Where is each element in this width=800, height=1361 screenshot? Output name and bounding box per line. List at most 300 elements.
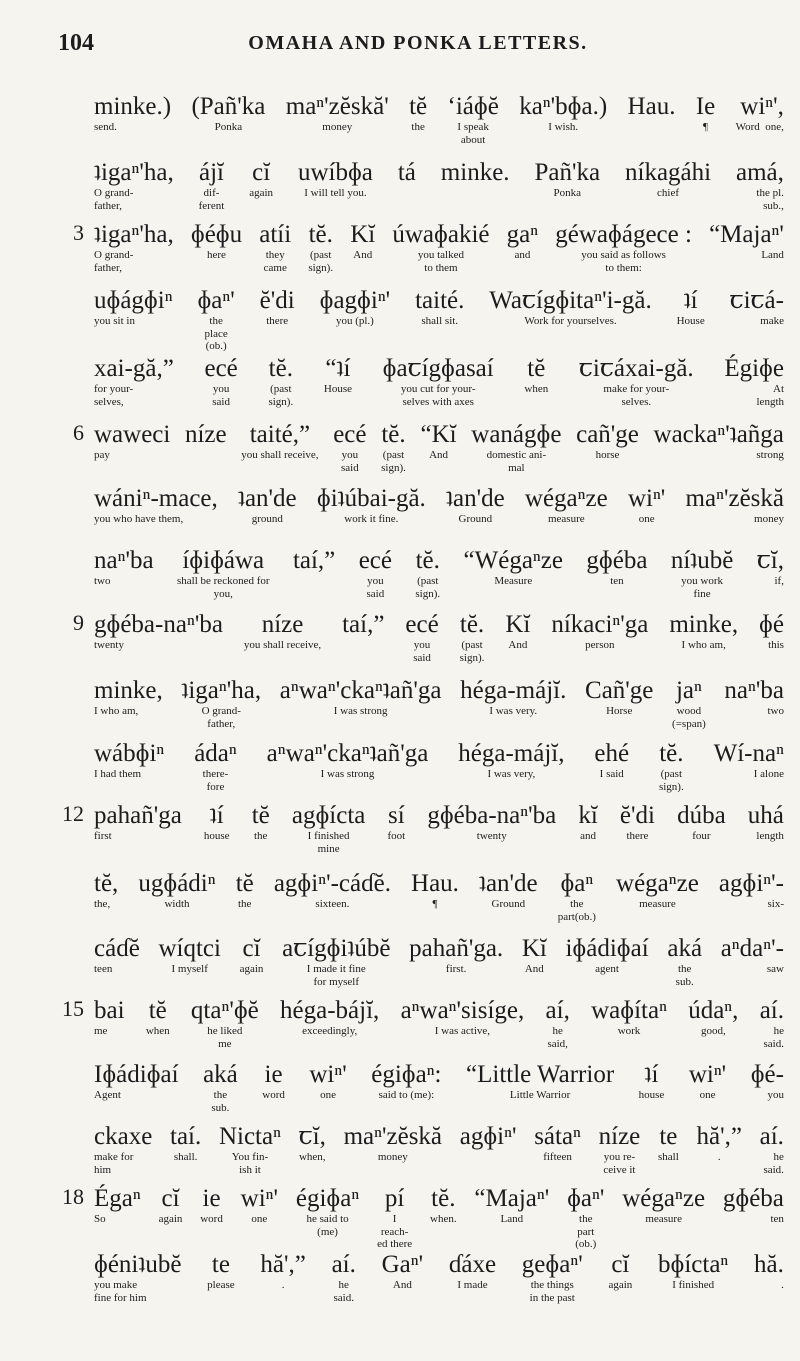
word-column xyxy=(558,869,596,923)
gloss: sixteen. xyxy=(315,898,350,910)
gloss: ¶ xyxy=(703,121,709,133)
original-word: pí xyxy=(384,1185,405,1212)
gloss: send. xyxy=(94,121,117,133)
original-word: taí,” xyxy=(292,547,336,574)
line-number: 15 xyxy=(62,996,84,1021)
word-column xyxy=(286,92,389,134)
gloss: . xyxy=(717,1151,721,1163)
word-column xyxy=(522,934,547,976)
word-column xyxy=(94,801,182,843)
gloss: I said xyxy=(599,768,624,780)
original-word: níkaciⁿ'ga xyxy=(551,611,649,638)
word-column xyxy=(625,158,711,200)
word-column xyxy=(696,1122,741,1164)
word-row xyxy=(94,1250,784,1304)
word-column xyxy=(94,1060,179,1102)
word-column xyxy=(759,610,784,652)
original-word: wiⁿ' xyxy=(688,1061,727,1088)
word-column xyxy=(94,1184,141,1226)
gloss: he said. xyxy=(763,1025,784,1050)
word-column xyxy=(94,92,171,134)
running-title: OMAHA AND PONKA LETTERS. xyxy=(248,32,588,54)
original-word: waɸítaⁿ xyxy=(591,997,667,1024)
word-column xyxy=(415,546,440,600)
word-column xyxy=(714,739,784,781)
gloss: you said xyxy=(212,383,230,408)
original-word: ʇí xyxy=(683,287,698,314)
original-word: cĭ xyxy=(611,1251,630,1278)
gloss: you (pl.) xyxy=(335,315,374,327)
word-column xyxy=(199,158,225,212)
gloss: when xyxy=(145,1025,170,1037)
original-word: ie xyxy=(264,1061,283,1088)
word-column xyxy=(170,1122,201,1164)
original-word: wégaⁿze xyxy=(524,485,608,512)
word-column xyxy=(505,610,530,652)
gloss: I was active, xyxy=(434,1025,491,1037)
original-word: naⁿ'ba xyxy=(94,547,154,574)
word-column xyxy=(94,286,173,328)
word-column xyxy=(240,934,264,976)
original-word: minke.) xyxy=(94,93,172,120)
gloss: ten xyxy=(770,1213,784,1225)
gloss: twenty xyxy=(476,830,507,842)
original-word: wániⁿ-mace, xyxy=(94,485,218,512)
word-column xyxy=(191,996,259,1050)
word-column xyxy=(238,484,297,526)
word-column xyxy=(332,1250,356,1304)
original-word: ʇan'de xyxy=(479,870,538,897)
word-column xyxy=(667,934,702,988)
text-line xyxy=(94,286,784,352)
original-word: aꞇígɸiʇúbĕ xyxy=(282,935,391,962)
original-word: taí. xyxy=(170,1123,202,1150)
original-word: gaⁿ xyxy=(506,221,539,248)
original-word: égiɸaⁿ: xyxy=(371,1061,442,1088)
text-line xyxy=(94,1250,784,1310)
text-line xyxy=(94,354,784,414)
word-column xyxy=(200,1184,223,1226)
word-row xyxy=(94,158,784,212)
gloss: the part(ob.) xyxy=(557,898,596,923)
gloss: again xyxy=(158,1213,183,1225)
original-word: tĕ. xyxy=(415,547,440,574)
gloss: good, xyxy=(700,1025,726,1037)
gloss: work xyxy=(617,1025,641,1037)
text-line xyxy=(94,869,784,929)
gloss: four xyxy=(692,830,711,842)
word-column xyxy=(94,869,118,911)
original-word: tĕ, xyxy=(94,870,119,897)
original-word: ɸé- xyxy=(750,1061,784,1088)
word-column xyxy=(471,420,561,474)
word-row xyxy=(94,220,784,274)
gloss: I finished xyxy=(672,1279,715,1291)
word-column xyxy=(268,354,293,408)
gloss: the pl. sub., xyxy=(756,187,784,212)
gloss: I speak about xyxy=(457,121,489,146)
original-word: atíi xyxy=(259,221,292,248)
original-word: qtaⁿ'ɸĕ xyxy=(190,997,259,1024)
original-word: ɸaⁿ xyxy=(560,870,594,897)
original-word: ɸaⁿ' xyxy=(567,1185,605,1212)
gloss: he said. xyxy=(763,1151,784,1176)
word-column xyxy=(736,92,784,134)
word-column xyxy=(430,1184,457,1226)
text-line xyxy=(62,996,784,1056)
gloss: ground xyxy=(251,513,283,525)
original-word: ɸaꞇígɸasaí xyxy=(382,355,494,382)
original-word: ꞇiꞇá- xyxy=(729,287,784,314)
gloss: you said xyxy=(340,449,359,474)
original-word: Égiɸe xyxy=(724,355,784,382)
original-word: maⁿ'zĕskă xyxy=(343,1123,443,1150)
gloss: please xyxy=(207,1279,235,1291)
word-column xyxy=(748,801,784,843)
original-word: aⁿwaⁿ'ckaⁿʇañ'ga xyxy=(279,677,442,704)
word-column xyxy=(525,484,608,526)
word-column xyxy=(507,220,538,262)
gloss: I was very. xyxy=(489,705,538,717)
gloss: (past sign). xyxy=(381,449,406,474)
gloss: when, xyxy=(298,1151,326,1163)
word-column xyxy=(709,220,784,262)
word-column xyxy=(219,1122,281,1176)
word-column xyxy=(158,934,221,976)
gloss: I was strong xyxy=(333,705,388,717)
gloss: ten xyxy=(610,575,624,587)
word-column xyxy=(204,801,230,843)
original-word: ie xyxy=(202,1185,221,1212)
word-column xyxy=(757,546,784,588)
gloss: you talked to them xyxy=(417,249,464,274)
original-word: wiⁿ' xyxy=(627,485,666,512)
gloss: Measure xyxy=(494,575,533,587)
word-column xyxy=(177,546,270,600)
original-word: wábɸiⁿ xyxy=(94,740,165,767)
original-word: amá, xyxy=(736,159,784,186)
word-column xyxy=(292,801,366,855)
original-word: ꞇiꞇáxai-gă. xyxy=(578,355,694,382)
word-column xyxy=(204,354,237,408)
word-column xyxy=(415,286,464,328)
text-line xyxy=(94,546,784,606)
word-column xyxy=(658,1250,728,1292)
word-column xyxy=(671,546,734,600)
word-column xyxy=(628,92,676,121)
word-row xyxy=(94,801,784,855)
word-column xyxy=(181,676,261,730)
word-column xyxy=(466,1060,614,1102)
word-column xyxy=(751,1060,784,1102)
gloss: O grand- father, xyxy=(201,705,241,730)
word-column xyxy=(383,354,494,408)
gloss: he said, xyxy=(547,1025,568,1050)
word-row xyxy=(94,354,784,408)
gloss: said to (me): xyxy=(378,1089,435,1101)
word-column xyxy=(359,546,392,600)
original-word: wégaⁿze xyxy=(616,870,699,897)
original-word: íɸiɸáwa xyxy=(182,547,265,574)
word-column xyxy=(460,610,485,664)
gloss: horse xyxy=(595,449,620,461)
word-column xyxy=(94,1122,152,1176)
gloss: for your- selves, xyxy=(94,383,134,408)
gloss: I reach- ed there xyxy=(377,1213,413,1250)
word-column xyxy=(522,1250,583,1304)
word-column xyxy=(344,1122,442,1164)
gloss: I who am, xyxy=(681,639,726,651)
gloss: you cut for your- selves with axes xyxy=(400,383,476,408)
word-column xyxy=(260,286,295,328)
original-word: ckaxe xyxy=(94,1123,153,1150)
original-word: tĕ xyxy=(527,355,546,382)
original-word: “Majaⁿ' xyxy=(474,1185,550,1212)
gloss: (past sign). xyxy=(459,639,485,664)
gloss: I who am, xyxy=(94,705,139,717)
original-word: sátaⁿ xyxy=(534,1123,581,1150)
original-word: ájĭ xyxy=(198,159,224,186)
word-column xyxy=(309,1060,346,1102)
word-column xyxy=(654,420,784,462)
word-column xyxy=(576,420,639,462)
gloss: I wish. xyxy=(548,121,579,133)
original-word: ĕ'di xyxy=(619,802,655,829)
original-word: égiɸaⁿ xyxy=(295,1185,360,1212)
gloss: chief xyxy=(657,187,680,199)
gloss: (past sign). xyxy=(308,249,334,274)
gloss: you xyxy=(767,1089,784,1101)
gloss: you said as follows to them: xyxy=(581,249,666,274)
original-word: ʇigaⁿ'ha, xyxy=(94,221,174,248)
original-word: ʇí xyxy=(209,802,224,829)
word-column xyxy=(350,220,375,262)
word-row xyxy=(94,420,784,474)
word-column xyxy=(146,996,170,1038)
original-word: sí xyxy=(387,802,405,829)
gloss: . xyxy=(781,1279,784,1291)
gloss: Ponka xyxy=(553,187,582,199)
original-word: Waꞇígɸitaⁿ'i-gă. xyxy=(489,287,652,314)
original-word: úwaɸakié xyxy=(392,221,490,248)
original-word: Wí-naⁿ xyxy=(713,740,784,767)
gloss: measure xyxy=(645,1213,682,1225)
original-word: ɗáxe xyxy=(448,1251,497,1278)
gloss: they came xyxy=(263,249,287,274)
gloss: two xyxy=(94,575,111,587)
gloss: I will tell you. xyxy=(304,187,367,199)
word-column xyxy=(622,1184,705,1226)
word-column xyxy=(409,934,503,976)
original-word: ʇan'de xyxy=(238,485,297,512)
gloss: length xyxy=(756,830,784,842)
gloss: Agent xyxy=(94,1089,121,1101)
word-column xyxy=(449,1250,496,1292)
word-column xyxy=(448,92,499,146)
original-word: aí. xyxy=(331,1251,356,1278)
gloss: twenty xyxy=(94,639,124,651)
original-word: ʇan'de xyxy=(446,485,505,512)
word-column xyxy=(387,801,405,843)
original-word: níze xyxy=(184,421,227,448)
original-word: ʇigaⁿ'ha, xyxy=(181,677,262,704)
word-column xyxy=(94,220,174,274)
word-column xyxy=(274,869,391,911)
original-word: wiⁿ' xyxy=(309,1061,347,1088)
original-word: pahañ'ga. xyxy=(409,935,504,962)
word-column xyxy=(628,484,665,526)
original-word: tĕ. xyxy=(268,355,293,382)
word-row xyxy=(94,676,784,730)
original-word: ɸaⁿ' xyxy=(197,287,235,314)
original-word: Kĭ xyxy=(350,221,376,248)
word-row xyxy=(94,869,784,923)
original-word: Iɸádiɸaí xyxy=(94,1061,179,1088)
original-word: wackaⁿ'ʇañga xyxy=(653,421,784,448)
gloss: money xyxy=(322,121,353,133)
gloss: exceedingly, xyxy=(302,1025,358,1037)
original-word: tĕ. xyxy=(381,421,406,448)
original-word: kĭ xyxy=(578,802,598,829)
original-word: cañ'ge xyxy=(576,421,639,448)
original-word: maⁿ'zĕskă' xyxy=(285,93,389,120)
word-row xyxy=(94,1184,784,1251)
gloss: And xyxy=(429,449,449,461)
original-word: taí,” xyxy=(342,611,385,638)
original-word: ɸé xyxy=(759,611,784,638)
gloss: And xyxy=(353,249,373,261)
text-line xyxy=(94,739,784,799)
word-column xyxy=(754,1250,784,1292)
word-column xyxy=(519,92,607,134)
original-word: taité,” xyxy=(249,421,311,448)
word-column xyxy=(421,420,457,462)
original-word: ɸagɸiⁿ' xyxy=(319,287,391,314)
word-column xyxy=(730,286,784,328)
original-word: aⁿdaⁿ'- xyxy=(720,935,784,962)
original-word: ɸiʇúbai-gă. xyxy=(316,485,426,512)
gloss: money xyxy=(377,1151,408,1163)
gloss: again xyxy=(608,1279,633,1291)
gloss: Ground xyxy=(491,898,526,910)
gloss: the, xyxy=(94,898,111,910)
original-word: ɸéɸu xyxy=(190,221,243,248)
original-word: tĕ xyxy=(251,802,270,829)
original-word: gɸéba xyxy=(586,547,648,574)
original-word: wégaⁿze xyxy=(622,1185,706,1212)
gloss: and xyxy=(580,830,597,842)
original-word: bai xyxy=(94,997,125,1024)
original-word: iɸádiɸaí xyxy=(565,935,649,962)
original-word: níkagáhi xyxy=(625,159,712,186)
gloss: shall. xyxy=(173,1151,198,1163)
original-word: naⁿ'ba xyxy=(724,677,784,704)
word-column xyxy=(686,484,784,526)
original-word: wíqtci xyxy=(158,935,221,962)
word-column xyxy=(460,1122,517,1151)
word-column xyxy=(282,934,390,988)
original-word: tĕ. xyxy=(459,611,485,638)
word-column xyxy=(185,420,227,449)
word-column xyxy=(579,354,694,408)
word-column xyxy=(723,1184,784,1226)
original-word: wiⁿ', xyxy=(740,93,784,120)
word-column xyxy=(191,92,265,134)
original-word: ĕ'di xyxy=(259,287,295,314)
text-line xyxy=(94,934,784,994)
original-word: aká xyxy=(667,935,703,962)
word-column xyxy=(191,220,242,262)
original-word: ugɸádiⁿ xyxy=(138,870,216,897)
word-column xyxy=(252,801,270,843)
gloss: saw xyxy=(766,963,784,975)
gloss: and xyxy=(514,249,531,261)
gloss: fifteen xyxy=(543,1151,572,1163)
original-word: gɸéba xyxy=(722,1185,784,1212)
gloss: I made it fine for myself xyxy=(306,963,366,988)
original-word: uɸágɸiⁿ xyxy=(94,287,173,314)
gloss: he said. xyxy=(333,1279,354,1304)
word-column xyxy=(565,934,648,976)
word-column xyxy=(392,220,489,274)
text-line xyxy=(94,676,784,736)
original-word: ecé xyxy=(204,355,238,382)
word-column xyxy=(94,676,163,718)
original-word: Hau. xyxy=(627,93,676,120)
word-column xyxy=(324,354,352,396)
word-column xyxy=(672,676,706,730)
original-word: níze xyxy=(598,1123,641,1150)
word-row xyxy=(94,1060,784,1114)
text-line xyxy=(62,801,784,861)
original-word: hă. xyxy=(754,1251,784,1278)
word-column xyxy=(342,610,384,639)
gloss: Horse xyxy=(606,705,633,717)
original-word: uwíbɸa xyxy=(297,159,373,186)
gloss: the sub. xyxy=(211,1089,230,1114)
word-column xyxy=(94,934,140,976)
word-column xyxy=(296,1184,359,1238)
original-word: minke, xyxy=(669,611,739,638)
word-column xyxy=(262,1060,285,1102)
text-line xyxy=(94,92,784,152)
gloss: make for your- selves. xyxy=(603,383,670,408)
word-column xyxy=(736,158,784,212)
word-column xyxy=(94,158,174,212)
line-number: 18 xyxy=(62,1184,84,1209)
original-word: hă',” xyxy=(260,1251,306,1278)
gloss: make for him xyxy=(94,1151,134,1176)
word-column xyxy=(194,739,237,793)
word-column xyxy=(446,484,505,526)
gloss: he liked me xyxy=(207,1025,243,1050)
original-word: údaⁿ, xyxy=(688,997,739,1024)
original-word: ʇí xyxy=(644,1061,659,1088)
original-word: tĕ xyxy=(235,870,254,897)
word-column xyxy=(724,354,784,408)
original-word: wanágɸe xyxy=(471,421,562,448)
gloss: money xyxy=(754,513,784,525)
gloss: word xyxy=(200,1213,223,1225)
original-word: héga-májĭ, xyxy=(458,740,565,767)
word-column xyxy=(244,610,321,652)
gloss: I was strong xyxy=(320,768,375,780)
original-word: gɸéba-naⁿ'ba xyxy=(94,611,223,638)
original-word: ɸéniʇubĕ xyxy=(94,1251,182,1278)
gloss: Work for yourselves. xyxy=(524,315,617,327)
original-word: ꞇĭ, xyxy=(298,1123,326,1150)
gloss: two xyxy=(767,705,784,717)
